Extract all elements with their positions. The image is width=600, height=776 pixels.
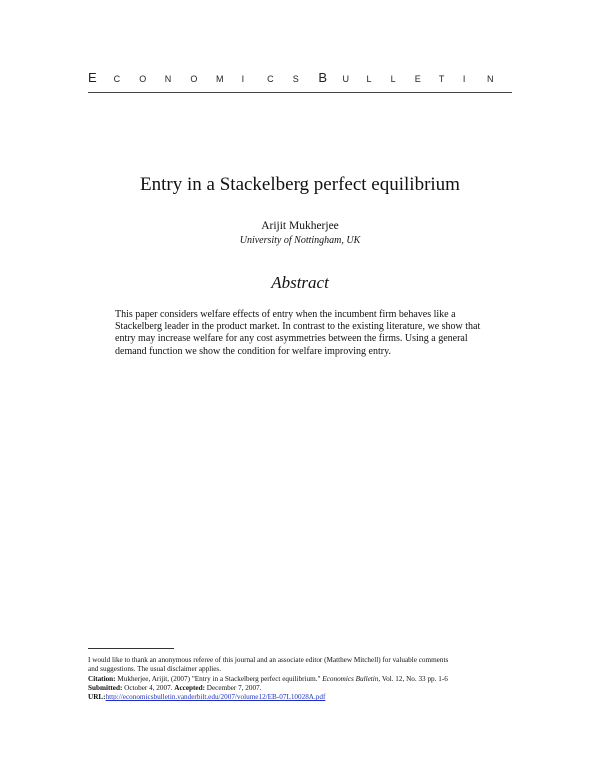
citation-label: Citation: bbox=[88, 674, 116, 683]
accepted-date: December 7, 2007. bbox=[206, 683, 262, 692]
url-line bbox=[88, 693, 512, 702]
masthead-word-economics: E C O N O M I C S bbox=[88, 70, 299, 85]
url-label: URL: bbox=[88, 693, 106, 702]
footnotes bbox=[88, 656, 512, 702]
abstract-text: This paper considers welfare effects of entry when the incumbent firm behaves like a Stackelberg leader in the product market. In contrast to the existing literature, we show that entry may increase welfare for any cost asymmetries between the firms. Using a general demand function we show the condition for welfare improving entry. bbox=[115, 309, 481, 357]
accepted-label: Accepted: bbox=[174, 683, 205, 692]
footnote-rule bbox=[88, 648, 174, 649]
journal-masthead bbox=[88, 70, 512, 92]
author-affiliation: University of Nottingham, UK bbox=[239, 235, 361, 246]
acknowledgement-line-2: and suggestions. The usual disclaimer applies. bbox=[88, 665, 222, 674]
citation-journal: Economics Bulletin, bbox=[322, 674, 381, 683]
citation-details: Vol. 12, No. 33 pp. 1-6 bbox=[381, 674, 448, 683]
submitted-date: October 4, 2007. bbox=[124, 683, 173, 692]
citation-text: Mukherjee, Arijit, (2007) "Entry in a Stackelberg perfect equilibrium." bbox=[117, 674, 321, 683]
submitted-label: Submitted: bbox=[88, 683, 123, 692]
author-name: Arijit Mukherjee bbox=[261, 220, 339, 232]
paper-url-link[interactable]: http://economicsbulletin.vanderbilt.edu/2007/volume12/EB-07L10028A.pdf bbox=[105, 693, 326, 702]
abstract-heading: Abstract bbox=[271, 273, 329, 292]
masthead-word-bulletin: B U L L E T I N bbox=[318, 70, 494, 85]
masthead-rule bbox=[88, 92, 512, 93]
acknowledgement-line-1: I would like to thank an anonymous referee of this journal and an associate editor (Matthew Mitchell) for valuable comments bbox=[88, 656, 449, 664]
dates-line bbox=[88, 684, 512, 693]
masthead-text bbox=[88, 70, 512, 85]
paper-title: Entry in a Stackelberg perfect equilibrium bbox=[140, 174, 460, 195]
citation-line bbox=[88, 675, 512, 684]
